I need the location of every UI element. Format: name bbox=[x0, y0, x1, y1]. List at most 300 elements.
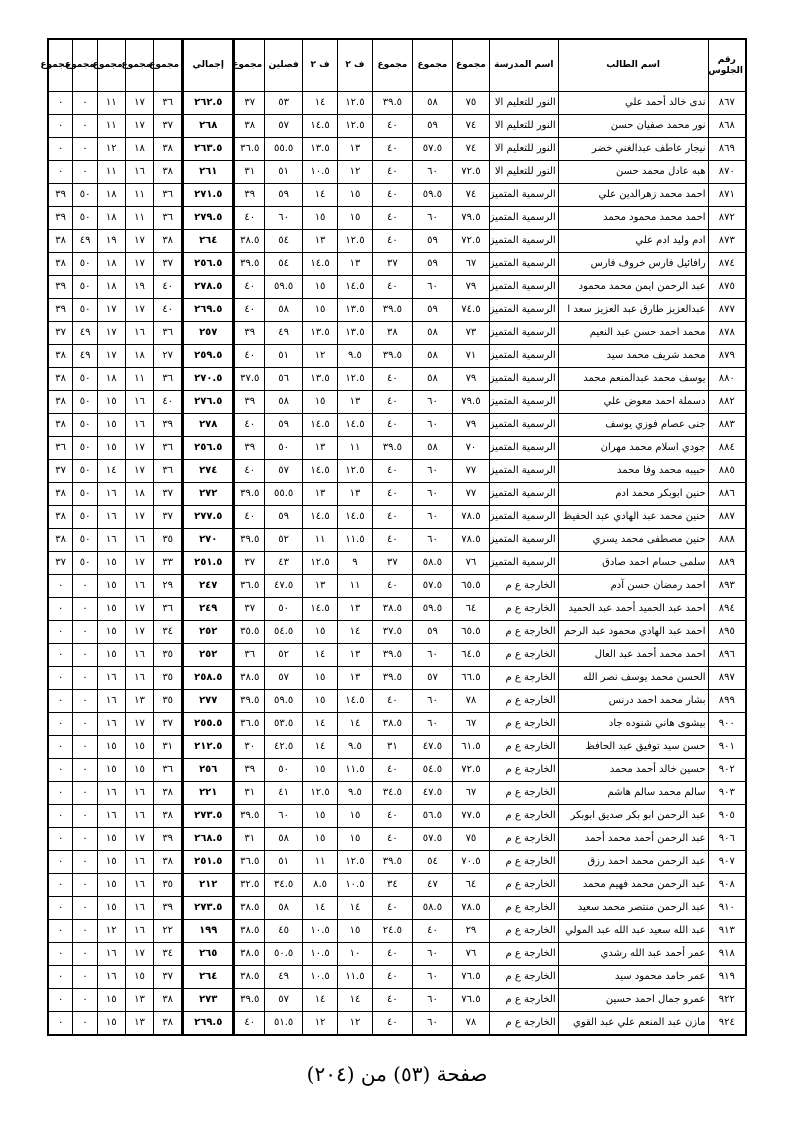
score-cell: ١٢.٥ bbox=[303, 782, 338, 805]
seat-number-cell: ٨٧١ bbox=[708, 184, 746, 207]
score-cell: ١٦ bbox=[125, 644, 154, 667]
table-row bbox=[48, 184, 746, 207]
school-name-cell: الخارجة ع م bbox=[489, 782, 558, 805]
score-cell: ١٧ bbox=[125, 253, 154, 276]
student-name-cell: عبد الرحمن ابو بكر صديق ابوبكر bbox=[558, 805, 708, 828]
score-cell: ٣٨.٥ bbox=[372, 713, 412, 736]
score-cell: ٥٠ bbox=[73, 253, 98, 276]
score-cell: ١٦ bbox=[97, 667, 125, 690]
score-cell: ٥٧ bbox=[265, 115, 303, 138]
seat-number-cell: ٩٠٣ bbox=[708, 782, 746, 805]
score-cell: ٣١ bbox=[154, 736, 183, 759]
score-cell: ٣٨.٥ bbox=[234, 230, 265, 253]
score-cell: ١٦ bbox=[125, 575, 154, 598]
score-cell: ٥٠ bbox=[73, 368, 98, 391]
score-cell: ١٤.٥ bbox=[303, 253, 338, 276]
score-cell: ٢٩ bbox=[452, 920, 489, 943]
score-cell: ٣٧ bbox=[154, 483, 183, 506]
score-cell: ١٨ bbox=[97, 184, 125, 207]
score-cell: ٤٠ bbox=[372, 529, 412, 552]
score-cell: ٠ bbox=[73, 989, 98, 1012]
score-cell: ١٣.٥ bbox=[303, 322, 338, 345]
table-row bbox=[48, 759, 746, 782]
score-cell: ٠ bbox=[48, 736, 73, 759]
score-cell: ١١ bbox=[97, 92, 125, 115]
score-cell: ٥٠ bbox=[265, 598, 303, 621]
score-cell: ١٢.٥ bbox=[338, 851, 373, 874]
score-cell: ١٢.٥ bbox=[303, 552, 338, 575]
score-cell: ٧٨.٥ bbox=[452, 529, 489, 552]
score-cell: ٧٨.٥ bbox=[452, 897, 489, 920]
score-cell: ١٦ bbox=[125, 920, 154, 943]
table-row bbox=[48, 598, 746, 621]
score-cell: ٠ bbox=[73, 575, 98, 598]
score-cell: ٦٠ bbox=[412, 713, 452, 736]
school-name-cell: الرسمية المتميز bbox=[489, 345, 558, 368]
score-cell: ٥٠ bbox=[73, 299, 98, 322]
score-cell: ٦٠ bbox=[265, 207, 303, 230]
score-cell: ٣٩.٥ bbox=[234, 805, 265, 828]
score-cell: ١٧ bbox=[125, 621, 154, 644]
student-name-cell: جودي اسلام محمد مهران bbox=[558, 437, 708, 460]
score-cell: ١٠.٥ bbox=[303, 966, 338, 989]
score-cell: ٣٦.٥ bbox=[234, 575, 265, 598]
score-cell: ٣٨.٥ bbox=[234, 966, 265, 989]
seat-number-cell: ٩٠٥ bbox=[708, 805, 746, 828]
score-cell: ٣٩.٥ bbox=[372, 644, 412, 667]
student-name-cell: عمر حامد محمود سيد bbox=[558, 966, 708, 989]
score-cell: ١٠.٥ bbox=[303, 920, 338, 943]
table-row bbox=[48, 92, 746, 115]
score-cell: ٣١ bbox=[234, 782, 265, 805]
score-cell: ١٣.٥ bbox=[338, 299, 373, 322]
score-cell: ٣٦.٥ bbox=[234, 713, 265, 736]
score-cell: ٣٨ bbox=[154, 138, 183, 161]
table-row bbox=[48, 621, 746, 644]
score-cell: ٥٠ bbox=[73, 207, 98, 230]
seat-number-cell: ٨٧٤ bbox=[708, 253, 746, 276]
score-cell: ٥١ bbox=[265, 161, 303, 184]
school-name-cell: الخارجة ع م bbox=[489, 920, 558, 943]
student-name-cell: عبد الرحمن محمد احمد رزق bbox=[558, 851, 708, 874]
score-cell: ١٤.٥ bbox=[303, 598, 338, 621]
seat-number-cell: ٨٨٤ bbox=[708, 437, 746, 460]
score-cell: ١٣ bbox=[338, 598, 373, 621]
column-header: اسم المدرسة bbox=[489, 39, 558, 92]
score-cell: ٢٧٦.٥ bbox=[183, 391, 234, 414]
seat-number-cell: ٨٧٢ bbox=[708, 207, 746, 230]
score-cell: ١٦ bbox=[125, 414, 154, 437]
score-cell: ٢٦٣.٥ bbox=[183, 138, 234, 161]
column-header: مجموع bbox=[234, 39, 265, 92]
student-name-cell: عبد الرحمن ايمن محمد محمود bbox=[558, 276, 708, 299]
table-row bbox=[48, 230, 746, 253]
score-cell: ٥٧ bbox=[265, 460, 303, 483]
score-cell: ٣٨ bbox=[48, 529, 73, 552]
score-cell: ١١.٥ bbox=[338, 759, 373, 782]
score-cell: ١٤.٥ bbox=[303, 414, 338, 437]
student-name-cell: عبد الرحمن أحمد محمد أحمد bbox=[558, 828, 708, 851]
score-cell: ٦٥.٥ bbox=[452, 621, 489, 644]
score-cell: ٤٠ bbox=[234, 1012, 265, 1036]
score-cell: ٣٩.٥ bbox=[234, 483, 265, 506]
score-cell: ١٢.٥ bbox=[338, 230, 373, 253]
score-cell: ٤٠ bbox=[372, 759, 412, 782]
score-cell: ١٥ bbox=[303, 759, 338, 782]
score-cell: ١١ bbox=[303, 851, 338, 874]
table-row bbox=[48, 253, 746, 276]
student-name-cell: عبد الله سعيد عبد الله عبد المولي bbox=[558, 920, 708, 943]
score-cell: ٣٦ bbox=[154, 598, 183, 621]
score-cell: ٣١ bbox=[234, 828, 265, 851]
score-cell: ٤٧.٥ bbox=[412, 782, 452, 805]
column-header: مجموع bbox=[412, 39, 452, 92]
score-cell: ٠ bbox=[73, 782, 98, 805]
score-cell: ٥٩.٥ bbox=[265, 690, 303, 713]
table-row bbox=[48, 529, 746, 552]
score-cell: ٤٠ bbox=[412, 920, 452, 943]
score-cell: ٣٦ bbox=[154, 322, 183, 345]
score-cell: ٠ bbox=[73, 1012, 98, 1036]
score-cell: ٣٧ bbox=[234, 598, 265, 621]
school-name-cell: النور للتعليم الا bbox=[489, 138, 558, 161]
score-cell: ٤٩ bbox=[265, 322, 303, 345]
score-cell: ٥٠ bbox=[265, 759, 303, 782]
score-cell: ٢٥٢ bbox=[183, 644, 234, 667]
score-cell: ٤٠ bbox=[154, 299, 183, 322]
score-cell: ٥٠.٥ bbox=[265, 943, 303, 966]
score-cell: ١٣ bbox=[303, 230, 338, 253]
score-cell: ٢٦٤ bbox=[183, 230, 234, 253]
score-cell: ١٩ bbox=[97, 230, 125, 253]
score-cell: ٣٣ bbox=[154, 552, 183, 575]
score-cell: ١٢ bbox=[97, 138, 125, 161]
score-cell: ١٢ bbox=[303, 345, 338, 368]
score-cell: ١٦ bbox=[97, 713, 125, 736]
score-cell: ٤٠ bbox=[372, 115, 412, 138]
score-cell: ٦٠ bbox=[412, 690, 452, 713]
table-row bbox=[48, 989, 746, 1012]
table-row bbox=[48, 460, 746, 483]
score-cell: ١٥ bbox=[97, 1012, 125, 1036]
score-cell: ٣٨.٥ bbox=[234, 943, 265, 966]
score-cell: ٣٥ bbox=[154, 644, 183, 667]
table-row bbox=[48, 322, 746, 345]
score-cell: ٣٧ bbox=[154, 253, 183, 276]
score-cell: ٤٢.٥ bbox=[265, 736, 303, 759]
student-name-cell: عمرو جمال احمد حسين bbox=[558, 989, 708, 1012]
score-cell: ١٨ bbox=[125, 138, 154, 161]
score-cell: ٢٢١ bbox=[183, 782, 234, 805]
school-name-cell: الرسمية المتميز bbox=[489, 414, 558, 437]
score-cell: ٦٧ bbox=[452, 713, 489, 736]
score-cell: ٢٥١.٥ bbox=[183, 552, 234, 575]
score-cell: ٤٠ bbox=[372, 138, 412, 161]
score-cell: ٧٢.٥ bbox=[452, 161, 489, 184]
score-cell: ١٥ bbox=[97, 828, 125, 851]
score-cell: ٣٤.٥ bbox=[265, 874, 303, 897]
score-cell: ٤٩ bbox=[265, 966, 303, 989]
score-cell: ٥٩ bbox=[265, 506, 303, 529]
school-name-cell: الرسمية المتميز bbox=[489, 299, 558, 322]
score-cell: ٦٤ bbox=[452, 598, 489, 621]
score-cell: ١٤ bbox=[303, 644, 338, 667]
score-cell: ٥٤.٥ bbox=[412, 759, 452, 782]
score-cell: ٢٧٤ bbox=[183, 460, 234, 483]
score-cell: ٧٤.٥ bbox=[452, 299, 489, 322]
score-cell: ٣٥ bbox=[154, 690, 183, 713]
column-header: مجموع bbox=[73, 39, 98, 92]
score-cell: ٤٠ bbox=[372, 897, 412, 920]
score-cell: ١٢ bbox=[338, 1012, 373, 1036]
score-cell: ١٦ bbox=[97, 943, 125, 966]
score-cell: ٢٧٢ bbox=[183, 483, 234, 506]
score-cell: ٣٤.٥ bbox=[372, 782, 412, 805]
column-header: اسم الطالب bbox=[558, 39, 708, 92]
score-cell: ٣٨ bbox=[48, 253, 73, 276]
school-name-cell: النور للتعليم الا bbox=[489, 115, 558, 138]
score-cell: ١٣ bbox=[338, 483, 373, 506]
school-name-cell: الرسمية المتميز bbox=[489, 391, 558, 414]
table-row bbox=[48, 276, 746, 299]
score-cell: ٠ bbox=[73, 943, 98, 966]
score-cell: ١٧ bbox=[97, 299, 125, 322]
school-name-cell: الرسمية المتميز bbox=[489, 437, 558, 460]
column-header: ف ٢ bbox=[338, 39, 373, 92]
table-row bbox=[48, 782, 746, 805]
score-cell: ٠ bbox=[48, 851, 73, 874]
score-cell: ٧٠.٥ bbox=[452, 851, 489, 874]
score-cell: ٤٠ bbox=[372, 1012, 412, 1036]
score-cell: ١٥ bbox=[97, 759, 125, 782]
score-cell: ٢٥٧ bbox=[183, 322, 234, 345]
student-name-cell: عبد الرحمن منتصر محمد سعيد bbox=[558, 897, 708, 920]
school-name-cell: الخارجة ع م bbox=[489, 667, 558, 690]
score-cell: ٤٠ bbox=[372, 391, 412, 414]
score-cell: ٣٩.٥ bbox=[372, 851, 412, 874]
score-cell: ٣٧ bbox=[48, 552, 73, 575]
score-cell: ٣٨ bbox=[154, 805, 183, 828]
score-cell: ٣٥ bbox=[154, 874, 183, 897]
score-cell: ١٤.٥ bbox=[303, 460, 338, 483]
score-cell: ٥٩ bbox=[265, 184, 303, 207]
table-row bbox=[48, 667, 746, 690]
score-cell: ١١ bbox=[125, 368, 154, 391]
score-cell: ٢٧٨ bbox=[183, 414, 234, 437]
score-cell: ٥٠ bbox=[73, 483, 98, 506]
score-cell: ١٥ bbox=[338, 207, 373, 230]
score-cell: ١٦ bbox=[125, 391, 154, 414]
score-cell: ٤٠ bbox=[234, 345, 265, 368]
score-cell: ٥٠ bbox=[73, 529, 98, 552]
header-row bbox=[48, 39, 746, 92]
score-cell: ٠ bbox=[48, 874, 73, 897]
score-cell: ٤٩ bbox=[73, 345, 98, 368]
table-row bbox=[48, 368, 746, 391]
score-cell: ٠ bbox=[48, 667, 73, 690]
score-cell: ١٤ bbox=[303, 92, 338, 115]
seat-number-cell: ٨٨٣ bbox=[708, 414, 746, 437]
seat-number-cell: ٨٧٣ bbox=[708, 230, 746, 253]
score-cell: ٠ bbox=[73, 713, 98, 736]
score-cell: ١٤ bbox=[338, 989, 373, 1012]
score-cell: ٥٥.٥ bbox=[265, 483, 303, 506]
score-cell: ٧٧ bbox=[452, 460, 489, 483]
score-cell: ١٤.٥ bbox=[303, 115, 338, 138]
score-cell: ٥٦.٥ bbox=[412, 805, 452, 828]
table-row bbox=[48, 690, 746, 713]
score-cell: ٦٠ bbox=[412, 161, 452, 184]
score-cell: ٧٨ bbox=[452, 690, 489, 713]
score-cell: ٥٩.٥ bbox=[412, 598, 452, 621]
score-cell: ٤٠ bbox=[234, 414, 265, 437]
score-cell: ١٦ bbox=[125, 897, 154, 920]
score-cell: ٤٠ bbox=[372, 690, 412, 713]
score-cell: ١٢ bbox=[303, 1012, 338, 1036]
score-cell: ١٧ bbox=[125, 943, 154, 966]
score-cell: ٢٥٩.٥ bbox=[183, 345, 234, 368]
score-cell: ١٢ bbox=[338, 161, 373, 184]
school-name-cell: الرسمية المتميز bbox=[489, 460, 558, 483]
score-cell: ١٥ bbox=[97, 437, 125, 460]
score-cell: ٤٥ bbox=[265, 920, 303, 943]
table-row bbox=[48, 943, 746, 966]
seat-number-cell: ٨٩٥ bbox=[708, 621, 746, 644]
score-cell: ٣٨ bbox=[154, 161, 183, 184]
table-row bbox=[48, 828, 746, 851]
seat-number-cell: ٨٦٨ bbox=[708, 115, 746, 138]
score-cell: ١٣ bbox=[338, 391, 373, 414]
score-cell: ١٣ bbox=[303, 437, 338, 460]
score-cell: ٣٨ bbox=[154, 1012, 183, 1036]
score-cell: ٠ bbox=[48, 690, 73, 713]
school-name-cell: الرسمية المتميز bbox=[489, 552, 558, 575]
score-cell: ٤٠ bbox=[372, 805, 412, 828]
score-cell: ٢٧ bbox=[154, 345, 183, 368]
score-cell: ٠ bbox=[73, 805, 98, 828]
score-cell: ٦٠ bbox=[412, 276, 452, 299]
score-cell: ١٣.٥ bbox=[338, 322, 373, 345]
score-cell: ٢٧١.٥ bbox=[183, 184, 234, 207]
score-cell: ٣٠ bbox=[234, 736, 265, 759]
score-cell: ٣٨ bbox=[48, 506, 73, 529]
score-cell: ٢٥٨.٥ bbox=[183, 667, 234, 690]
score-cell: ١١ bbox=[303, 529, 338, 552]
score-cell: ٦٠ bbox=[412, 207, 452, 230]
score-cell: ٠ bbox=[48, 966, 73, 989]
score-cell: ٩.٥ bbox=[338, 345, 373, 368]
school-name-cell: الرسمية المتميز bbox=[489, 253, 558, 276]
school-name-cell: الخارجة ع م bbox=[489, 851, 558, 874]
score-cell: ٥٣ bbox=[265, 92, 303, 115]
score-cell: ٢١٢.٥ bbox=[183, 736, 234, 759]
seat-number-cell: ٨٨٧ bbox=[708, 506, 746, 529]
table-body bbox=[48, 92, 746, 1036]
score-cell: ٣٨ bbox=[154, 230, 183, 253]
column-header: مجموع bbox=[48, 39, 73, 92]
score-cell: ٣٩ bbox=[48, 276, 73, 299]
school-name-cell: الخارجة ع م bbox=[489, 736, 558, 759]
score-cell: ١١ bbox=[97, 115, 125, 138]
school-name-cell: الرسمية المتميز bbox=[489, 483, 558, 506]
seat-number-cell: ٨٨٠ bbox=[708, 368, 746, 391]
score-cell: ٢٦٢.٥ bbox=[183, 92, 234, 115]
score-cell: ١١ bbox=[338, 437, 373, 460]
score-cell: ٢٥٥.٥ bbox=[183, 713, 234, 736]
score-cell: ٦٠ bbox=[412, 989, 452, 1012]
column-header: رقم الجلوس bbox=[708, 39, 746, 92]
score-cell: ٢٤٧ bbox=[183, 575, 234, 598]
score-cell: ١٥ bbox=[97, 644, 125, 667]
score-cell: ٣٩.٥ bbox=[372, 437, 412, 460]
score-cell: ١٣ bbox=[125, 690, 154, 713]
score-cell: ٣٦ bbox=[234, 644, 265, 667]
seat-number-cell: ٩٠٠ bbox=[708, 713, 746, 736]
score-cell: ٢٤٩ bbox=[183, 598, 234, 621]
score-cell: ٥٧.٥ bbox=[412, 828, 452, 851]
score-cell: ١٥ bbox=[125, 966, 154, 989]
column-header: فصلين bbox=[265, 39, 303, 92]
score-cell: ٧١ bbox=[452, 345, 489, 368]
score-cell: ٠ bbox=[48, 575, 73, 598]
score-cell: ٢٤.٥ bbox=[372, 920, 412, 943]
score-cell: ٥٠ bbox=[73, 552, 98, 575]
score-cell: ٠ bbox=[48, 115, 73, 138]
column-header: مجموع bbox=[452, 39, 489, 92]
score-cell: ٣٩ bbox=[154, 897, 183, 920]
score-cell: ٠ bbox=[48, 759, 73, 782]
score-cell: ١٧ bbox=[125, 437, 154, 460]
seat-number-cell: ٨٧٥ bbox=[708, 276, 746, 299]
score-cell: ١٦ bbox=[125, 161, 154, 184]
score-cell: ٠ bbox=[73, 851, 98, 874]
table-row bbox=[48, 851, 746, 874]
seat-number-cell: ٨٨٥ bbox=[708, 460, 746, 483]
score-cell: ٠ bbox=[48, 782, 73, 805]
seat-number-cell: ٩١٩ bbox=[708, 966, 746, 989]
score-cell: ١٦ bbox=[97, 483, 125, 506]
score-cell: ٣٨ bbox=[154, 782, 183, 805]
seat-number-cell: ٩١٨ bbox=[708, 943, 746, 966]
score-cell: ٤٣ bbox=[265, 552, 303, 575]
score-cell: ٤٠ bbox=[154, 276, 183, 299]
score-cell: ١٥ bbox=[97, 598, 125, 621]
table-row bbox=[48, 299, 746, 322]
score-cell: ٥٠ bbox=[265, 437, 303, 460]
score-cell: ٥٧ bbox=[265, 989, 303, 1012]
score-cell: ٦٦.٥ bbox=[452, 667, 489, 690]
seat-number-cell: ٨٨٨ bbox=[708, 529, 746, 552]
score-cell: ٤٠ bbox=[372, 460, 412, 483]
seat-number-cell: ٩٠٦ bbox=[708, 828, 746, 851]
score-cell: ٥١.٥ bbox=[265, 1012, 303, 1036]
score-cell: ١٥ bbox=[303, 207, 338, 230]
score-cell: ٣٧ bbox=[48, 322, 73, 345]
score-cell: ٩ bbox=[338, 552, 373, 575]
score-cell: ١٨ bbox=[97, 253, 125, 276]
score-cell: ٢٧٣ bbox=[183, 989, 234, 1012]
score-cell: ٦٤.٥ bbox=[452, 644, 489, 667]
column-header: مجموع bbox=[97, 39, 125, 92]
score-cell: ٥٤ bbox=[412, 851, 452, 874]
score-cell: ١٥ bbox=[338, 920, 373, 943]
score-cell: ٣٧ bbox=[48, 460, 73, 483]
seat-number-cell: ٨٦٩ bbox=[708, 138, 746, 161]
score-cell: ١٥ bbox=[97, 989, 125, 1012]
score-cell: ١٦ bbox=[125, 805, 154, 828]
student-name-cell: حسين خالد أحمد محمد bbox=[558, 759, 708, 782]
score-cell: ٥٩ bbox=[265, 414, 303, 437]
